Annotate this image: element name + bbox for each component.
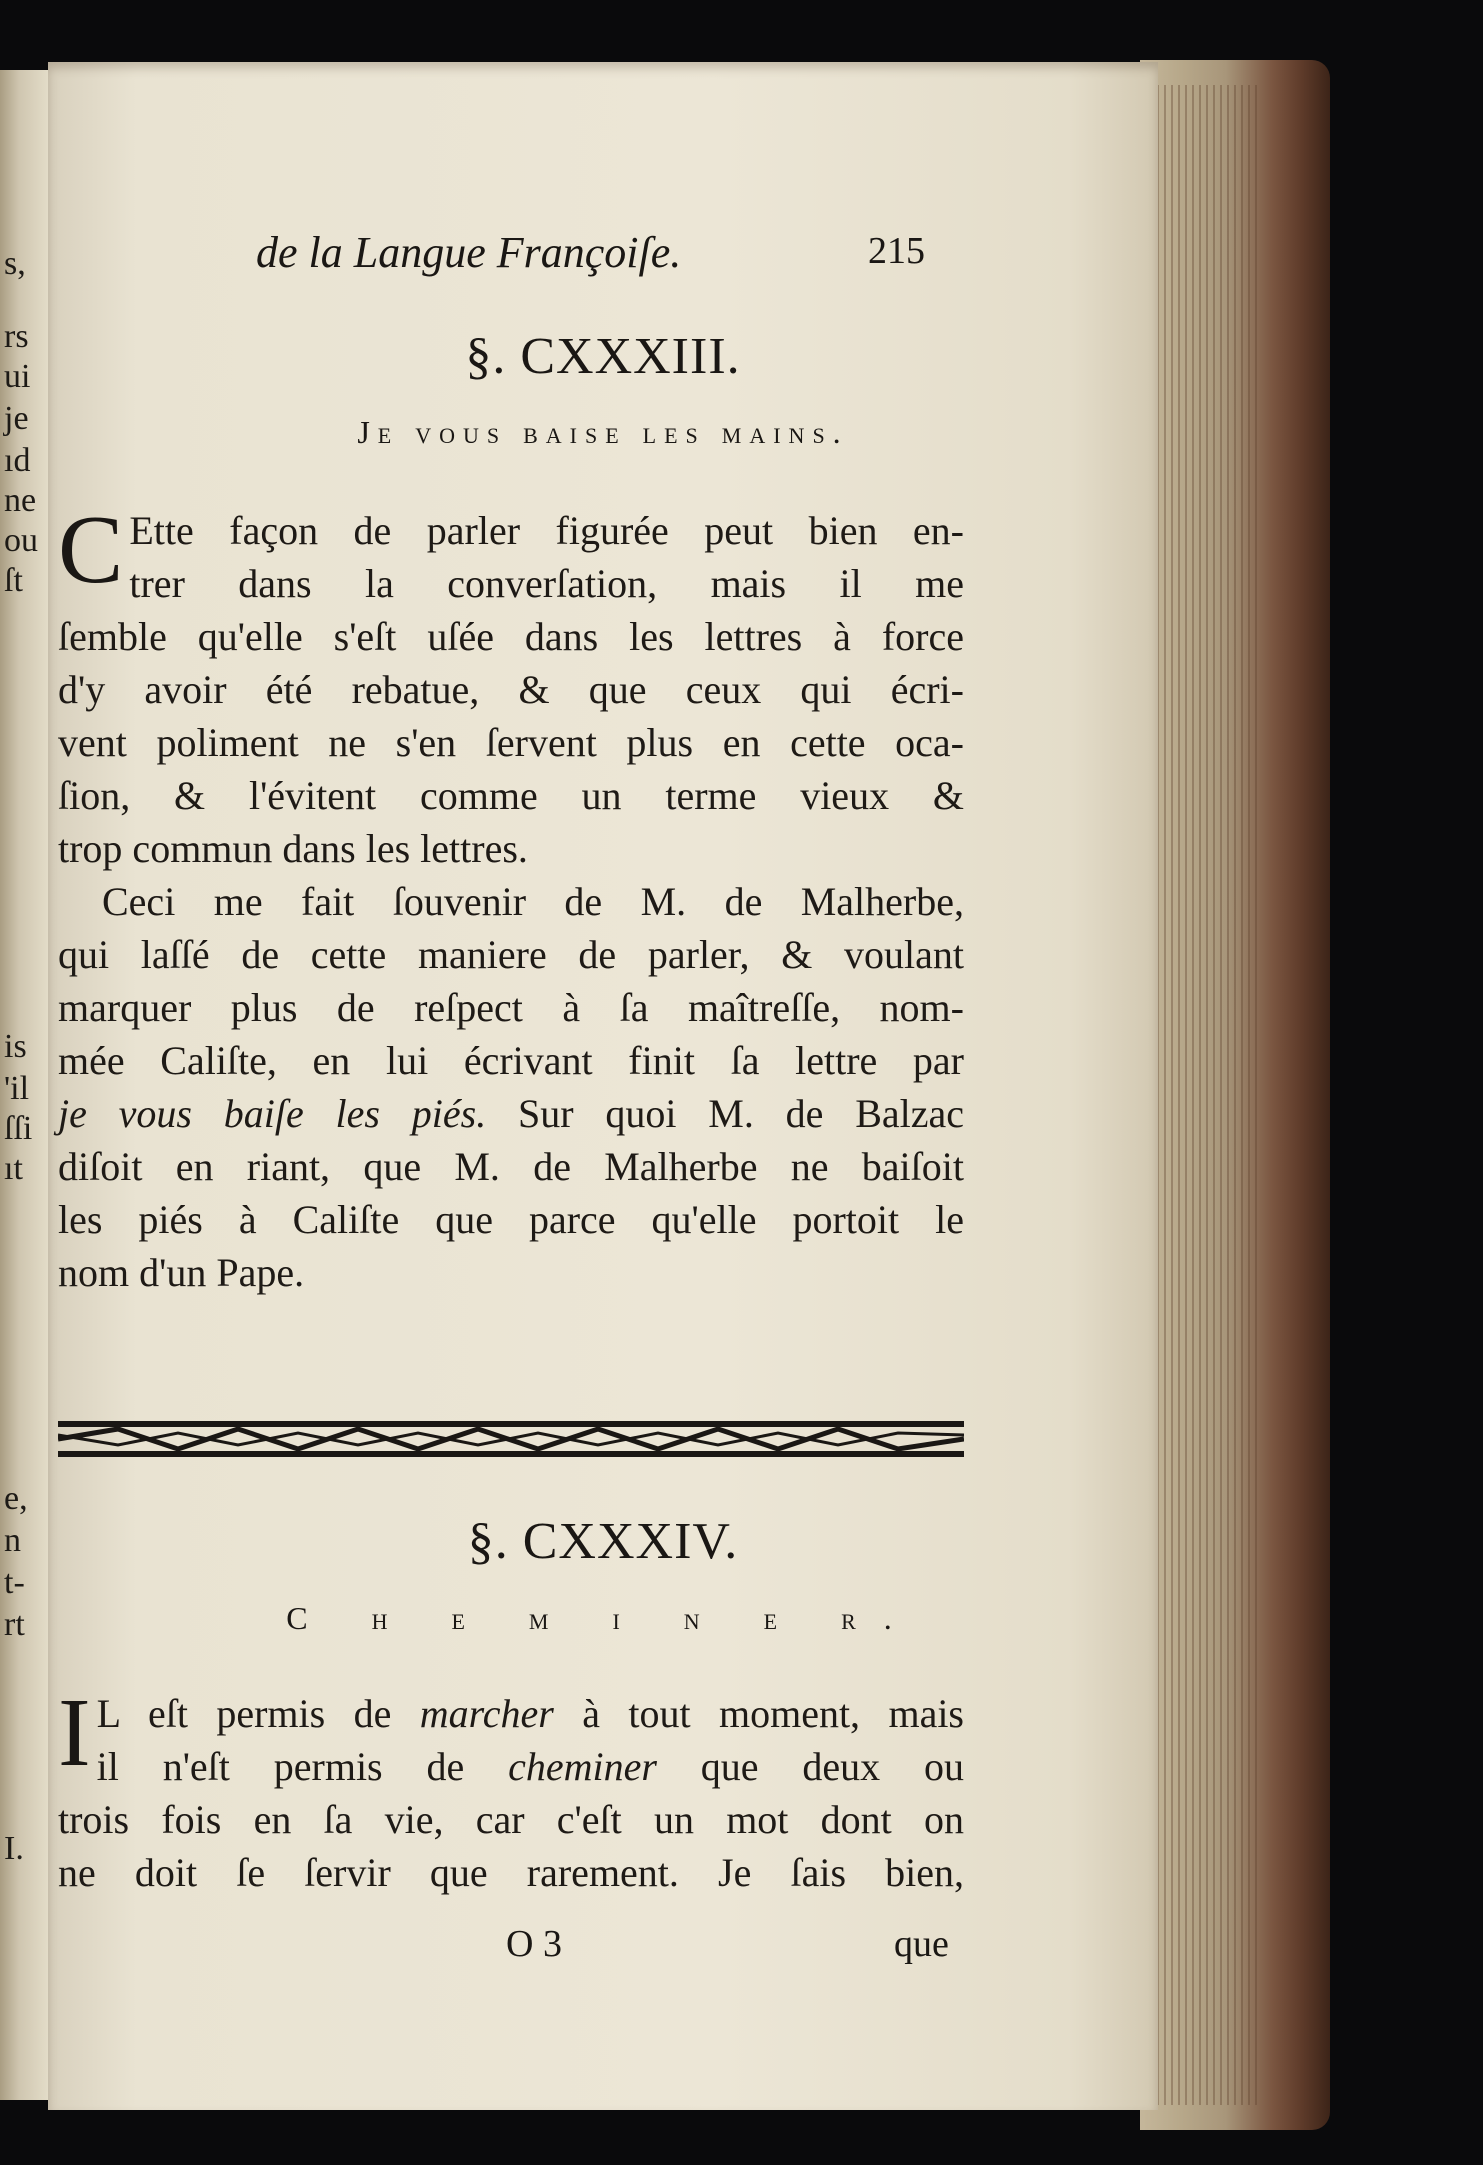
prev-page-fragment: t- <box>4 1564 25 1601</box>
prev-page-fragment: e, <box>4 1480 28 1517</box>
dropcap: I <box>58 1679 91 1787</box>
page-number: 215 <box>868 230 925 272</box>
text-line: diſoit en riant, que M. de Malherbe ne baiſoit <box>58 1144 964 1189</box>
section1-body <box>58 496 964 1299</box>
previous-page-edge <box>0 70 48 2100</box>
section2-body <box>58 1679 964 1899</box>
text-segment: L eſt permis de <box>96 1691 392 1736</box>
prev-page-fragment: rs <box>4 318 29 355</box>
text-segment: à tout moment, mais <box>582 1691 964 1736</box>
prev-page-fragment: I. <box>4 1830 24 1867</box>
section-heading-cxxxiv: §. CXXXIV. <box>467 1513 739 1570</box>
prev-page-fragment: rt <box>4 1606 25 1643</box>
text-line: trop commun dans les lettres. <box>58 826 528 871</box>
text-line: trer dans la converſation, mais il me <box>129 561 964 606</box>
running-title: de la Langue Françoiſe. <box>256 228 682 277</box>
prev-page-fragment: ui <box>4 358 31 395</box>
text-segment: il n'eſt permis de <box>96 1744 465 1789</box>
text-line: ſion, & l'évitent comme un terme vieux & <box>58 773 964 818</box>
text-line: d'y avoir été rebatue, & que ceux qui écri- <box>58 667 964 712</box>
prev-page-fragment: ſt <box>4 562 23 599</box>
prev-page-fragment: ne <box>4 482 37 519</box>
prev-page-fragment: ou <box>4 522 38 559</box>
prev-page-fragment: is <box>4 1028 27 1065</box>
text-line-mixed <box>58 1740 964 1793</box>
prev-page-fragment: ıt <box>4 1150 23 1187</box>
text-line: Ceci me fait ſouvenir de M. de Malherbe, <box>102 879 964 924</box>
text-line: qui laſſé de cette maniere de parler, & voulant <box>58 932 964 977</box>
signature-mark: O 3 <box>506 1923 562 1965</box>
prev-page-fragment: ıd <box>4 442 31 479</box>
dropcap: C <box>58 496 124 604</box>
italic-word: marcher <box>419 1691 554 1736</box>
text-line: vent poliment ne s'en ſervent plus en cette oca- <box>58 720 964 765</box>
ornamental-rule <box>58 1415 964 1463</box>
text-line-mixed <box>58 1687 964 1740</box>
prev-page-fragment: 'il <box>4 1070 30 1107</box>
italic-phrase: je vous baiſe les piés. <box>58 1091 487 1136</box>
text-line-mixed <box>58 1087 964 1140</box>
section-title-cheminer: C h e m i n e r. <box>286 1600 920 1636</box>
book-page <box>48 62 1158 2110</box>
section-title-je-vous-baise: Je vous baise les mains. <box>357 414 849 450</box>
prev-page-fragment: n <box>4 1522 21 1559</box>
text-line: mée Caliſte, en lui écrivant finit ſa lettre par <box>58 1038 964 1083</box>
text-line: trois fois en ſa vie, car c'eſt un mot dont on <box>58 1797 964 1842</box>
text-line: ſemble qu'elle s'eſt uſée dans les lettres à force <box>58 614 964 659</box>
prev-page-fragment: je <box>4 400 29 437</box>
text-line: les piés à Caliſte que parce qu'elle portoit le <box>58 1197 964 1242</box>
catchword: que <box>894 1923 949 1965</box>
prev-page-fragment: ſſi <box>4 1110 33 1147</box>
page-stack-lines <box>1150 85 1260 2105</box>
text-line: nom d'un Pape. <box>58 1250 305 1295</box>
text-segment: que deux ou <box>700 1744 964 1789</box>
text-line: ne doit ſe ſervir que rarement. Je ſais bien, <box>58 1850 964 1895</box>
text-segment: Sur quoi M. de Balzac <box>518 1091 964 1136</box>
prev-page-fragment: s, <box>4 245 26 282</box>
text-line: Ette façon de parler figurée peut bien en- <box>129 508 964 553</box>
text-line: marquer plus de reſpect à ſa maîtreſſe, nom- <box>58 985 964 1030</box>
italic-word: cheminer <box>508 1744 657 1789</box>
section-heading-cxxxiii: §. CXXXIII. <box>465 328 741 385</box>
